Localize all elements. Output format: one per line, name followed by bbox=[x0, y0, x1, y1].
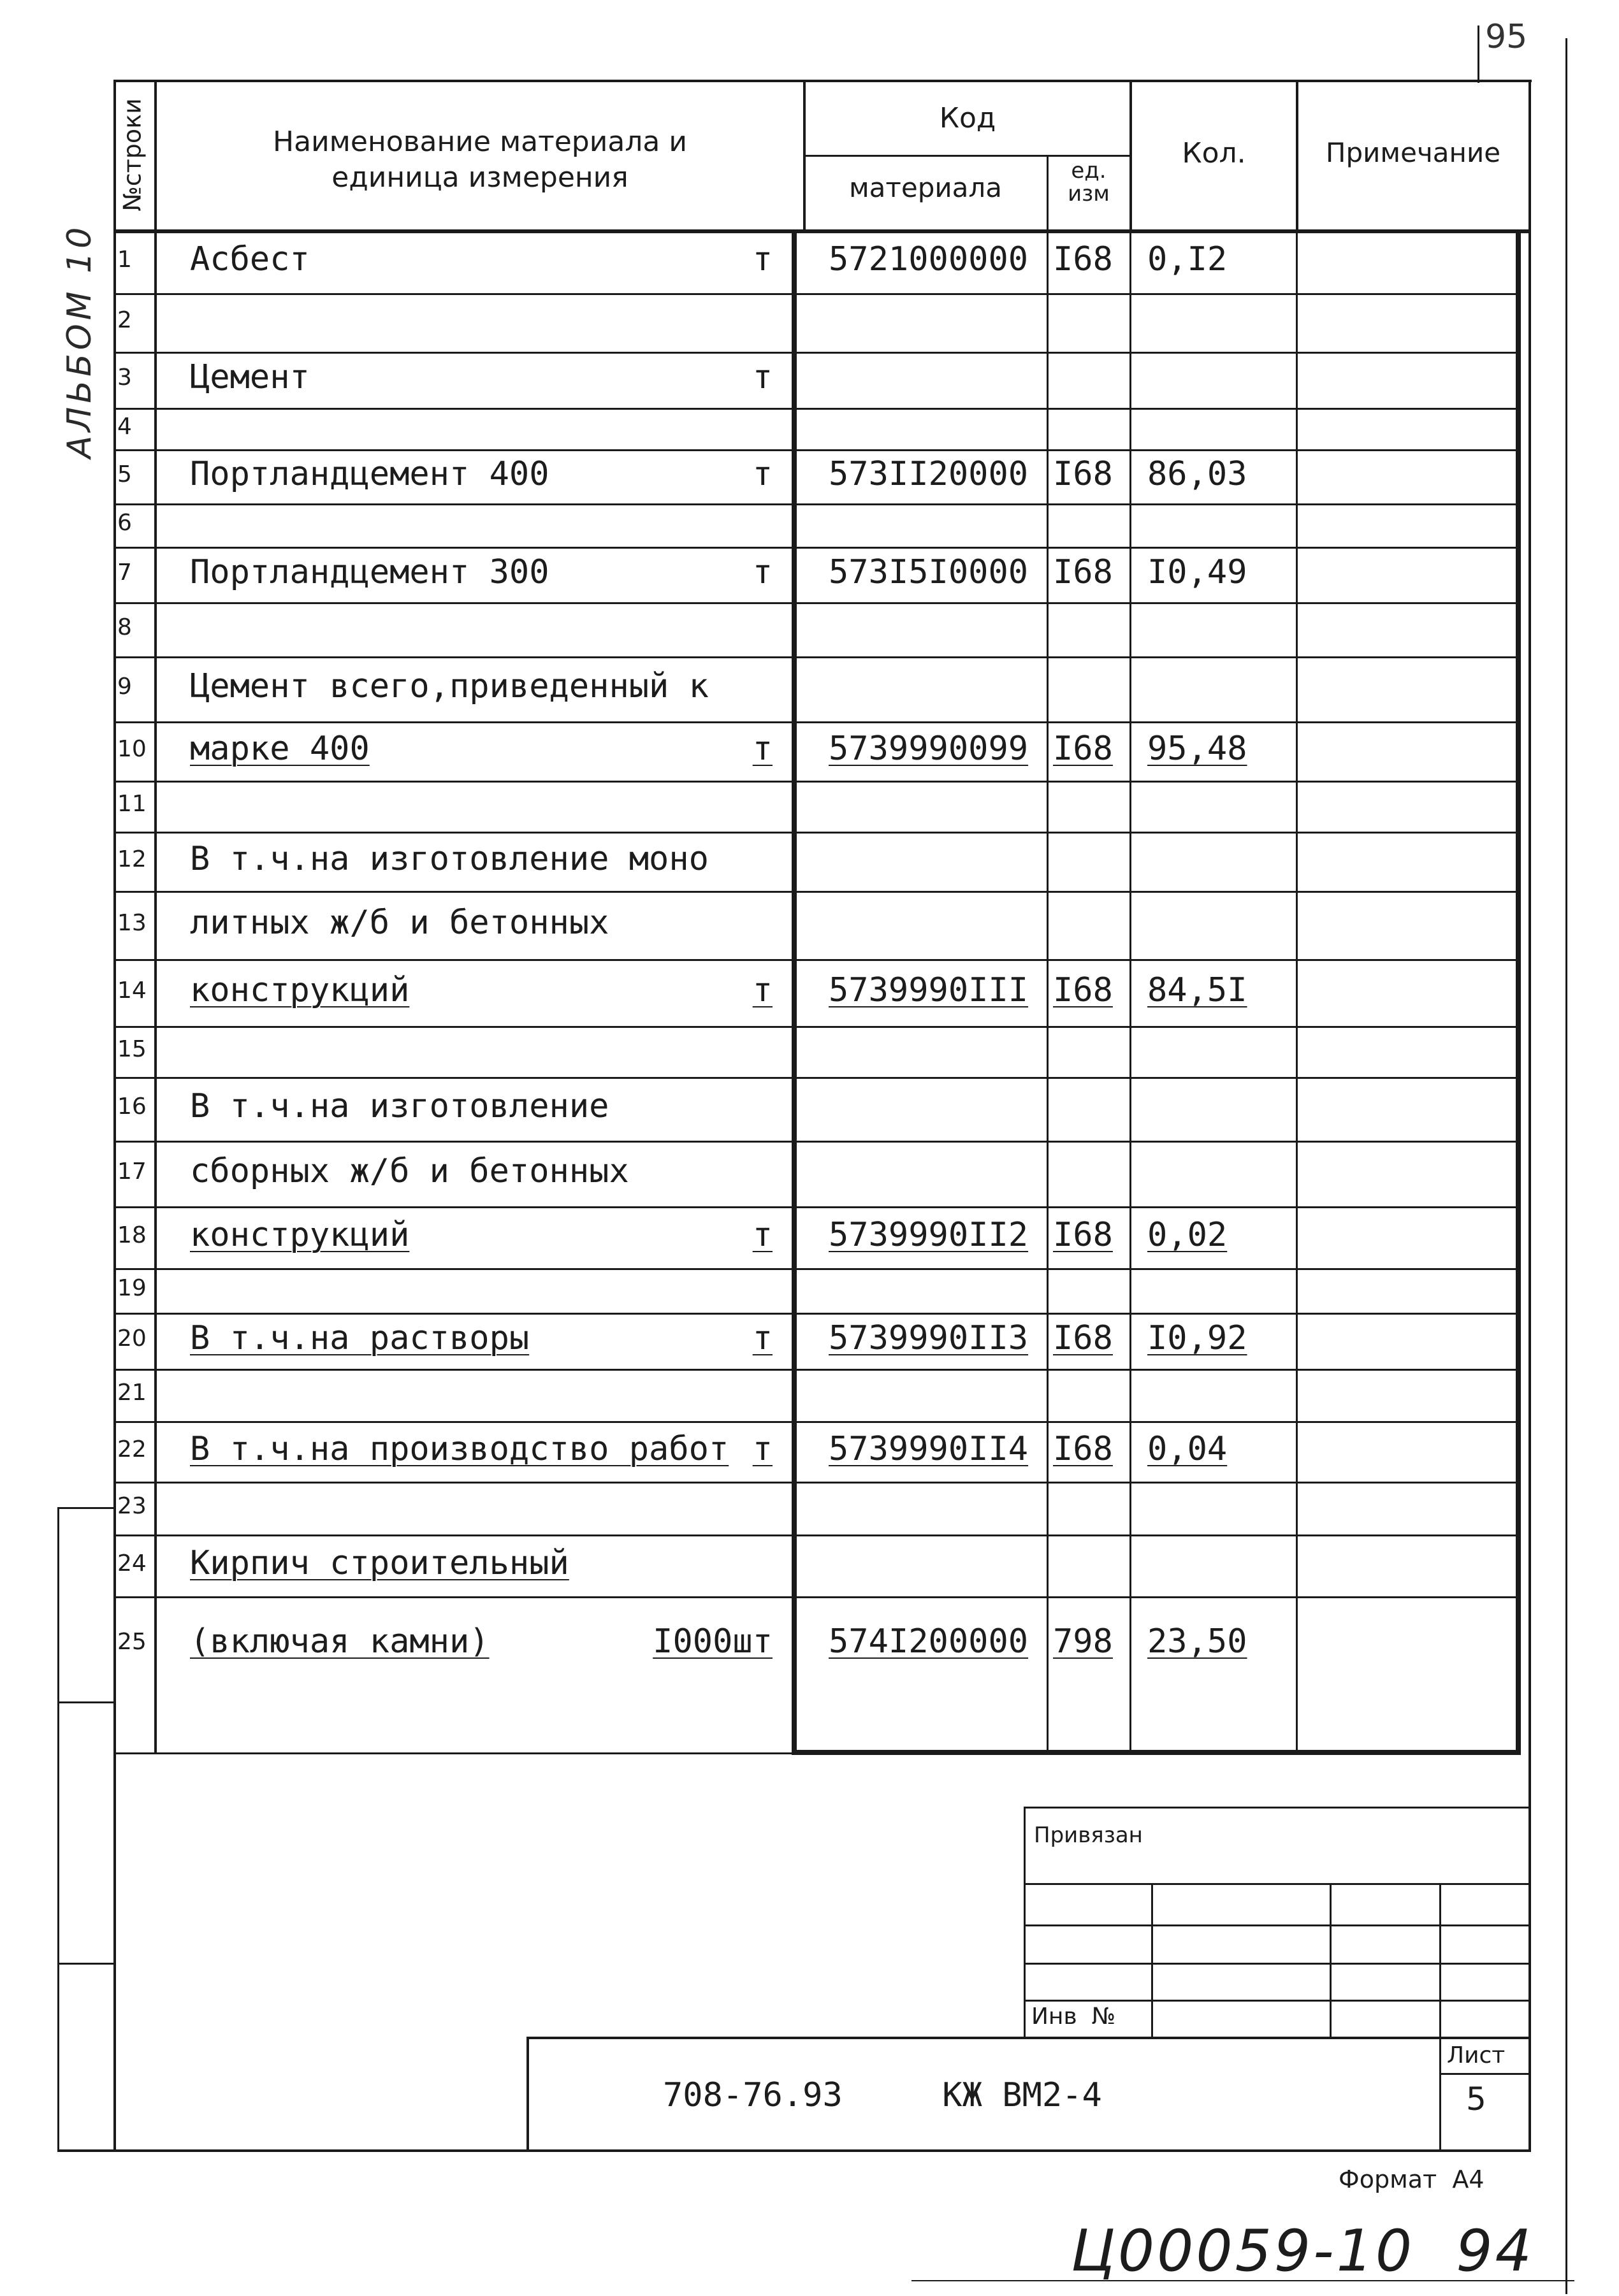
cell-name: марке 400 bbox=[190, 729, 370, 768]
format-label: Формат А4 bbox=[1339, 2165, 1485, 2193]
row-separator bbox=[116, 503, 1518, 505]
inv-label: Инв № bbox=[1031, 2004, 1116, 2030]
row-number: 3 bbox=[117, 365, 132, 391]
row-number: 22 bbox=[117, 1436, 147, 1462]
row-separator bbox=[116, 1141, 1518, 1143]
cell-name: Цемент bbox=[190, 358, 310, 396]
cell-qty: I0,92 bbox=[1147, 1319, 1247, 1357]
row-separator bbox=[116, 1596, 1518, 1598]
unit-code-header: ед. изм bbox=[1068, 158, 1110, 206]
code-header: Код bbox=[939, 102, 996, 134]
row-number: 20 bbox=[117, 1325, 147, 1352]
row-separator bbox=[116, 1206, 1518, 1208]
cell-name: В т.ч.на изготовление bbox=[190, 1087, 609, 1125]
row-number: 9 bbox=[117, 674, 132, 700]
row-number: 11 bbox=[117, 791, 147, 817]
cell-ucode: I68 bbox=[1053, 1319, 1113, 1357]
row-number: 4 bbox=[117, 413, 132, 440]
album-stamp: АЛЬБОМ 10 bbox=[61, 223, 99, 459]
cell-unit: т bbox=[752, 358, 773, 396]
name-header: Наименование материала и единица измерения bbox=[273, 126, 687, 194]
row-separator bbox=[116, 293, 1518, 295]
archive-number: Ц00059-10 94 bbox=[1071, 2218, 1534, 2285]
row-number: 21 bbox=[117, 1380, 147, 1406]
row-number: 18 bbox=[117, 1222, 147, 1248]
cell-unit: т bbox=[752, 1215, 773, 1254]
row-number: 10 bbox=[117, 735, 147, 762]
row-separator bbox=[116, 656, 1518, 658]
cell-qty: 0,04 bbox=[1147, 1429, 1228, 1468]
cell-qty: 0,02 bbox=[1147, 1215, 1228, 1254]
cell-ucode: I68 bbox=[1053, 454, 1113, 493]
row-separator bbox=[116, 1534, 1518, 1536]
row-separator bbox=[116, 408, 1518, 410]
cell-name: (включая камни) bbox=[190, 1622, 490, 1661]
row-number: 14 bbox=[117, 977, 147, 1004]
row-separator bbox=[116, 891, 1518, 893]
cell-name: В т.ч.на изготовление моно bbox=[190, 839, 709, 878]
row-number: 8 bbox=[117, 614, 132, 640]
cell-qty: 0,I2 bbox=[1147, 240, 1228, 278]
row-separator bbox=[116, 352, 1518, 354]
cell-name: конструкций bbox=[190, 1215, 410, 1254]
row-separator bbox=[116, 1482, 1518, 1484]
row-number: 25 bbox=[117, 1629, 147, 1655]
cell-unit: т bbox=[752, 240, 773, 278]
cell-qty: I0,49 bbox=[1147, 552, 1247, 591]
bound-label: Привязан bbox=[1034, 1823, 1143, 1848]
row-number: 6 bbox=[117, 510, 132, 536]
page-number: 95 bbox=[1485, 18, 1528, 56]
row-number: 16 bbox=[117, 1094, 147, 1120]
cell-ucode: I68 bbox=[1053, 552, 1113, 591]
sheet-number: 5 bbox=[1466, 2081, 1486, 2118]
row-separator bbox=[116, 1026, 1518, 1028]
row-number: 24 bbox=[117, 1550, 147, 1577]
row-separator bbox=[116, 1268, 1518, 1270]
cell-ucode: I68 bbox=[1053, 240, 1113, 278]
row-separator bbox=[116, 959, 1518, 961]
cell-ucode: I68 bbox=[1053, 1429, 1113, 1468]
sheet-label: Лист bbox=[1447, 2042, 1506, 2069]
qty-header: Кол. bbox=[1182, 137, 1246, 170]
row-number: 19 bbox=[117, 1275, 147, 1301]
cell-name: сборных ж/б и бетонных bbox=[190, 1152, 629, 1190]
cell-code: 5739990099 bbox=[829, 729, 1029, 768]
row-number: 17 bbox=[117, 1158, 147, 1185]
cell-ucode: I68 bbox=[1053, 971, 1113, 1009]
cell-unit: т bbox=[752, 729, 773, 768]
row-separator bbox=[116, 1077, 1518, 1079]
row-separator bbox=[116, 721, 1518, 723]
row-separator bbox=[116, 832, 1518, 834]
row-separator bbox=[116, 781, 1518, 783]
row-number: 1 bbox=[117, 247, 132, 273]
cell-unit: т bbox=[752, 971, 773, 1009]
cell-unit: т bbox=[752, 1319, 773, 1357]
cell-unit: т bbox=[752, 1429, 773, 1468]
row-separator bbox=[116, 547, 1518, 549]
row-number: 2 bbox=[117, 307, 132, 333]
cell-code: 5739990II3 bbox=[829, 1319, 1029, 1357]
cell-code: 5739990II2 bbox=[829, 1215, 1029, 1254]
row-separator bbox=[116, 602, 1518, 604]
material-code-header: материала bbox=[848, 172, 1002, 203]
cell-name: конструкций bbox=[190, 971, 410, 1009]
cell-unit: I000шт bbox=[653, 1622, 773, 1661]
cell-qty: 23,50 bbox=[1147, 1622, 1247, 1661]
cell-name: Портландцемент 400 bbox=[190, 454, 549, 493]
row-number: 13 bbox=[117, 909, 147, 936]
cell-name: литных ж/б и бетонных bbox=[190, 903, 609, 942]
cell-name: Кирпич строительный bbox=[190, 1543, 569, 1582]
cell-name: Цемент всего,приведенный к bbox=[190, 667, 709, 705]
cell-code: 573I5I0000 bbox=[829, 552, 1029, 591]
row-number: 23 bbox=[117, 1492, 147, 1519]
cell-code: 574I200000 bbox=[829, 1622, 1029, 1661]
row-number: 12 bbox=[117, 846, 147, 872]
cell-code: 5739990II4 bbox=[829, 1429, 1029, 1468]
cell-code: 573II20000 bbox=[829, 454, 1029, 493]
row-separator bbox=[116, 1313, 1518, 1315]
row-separator bbox=[116, 449, 1518, 451]
cell-qty: 86,03 bbox=[1147, 454, 1247, 493]
cell-code: 5739990III bbox=[829, 971, 1029, 1009]
cell-ucode: I68 bbox=[1053, 1215, 1113, 1254]
row-number: 7 bbox=[117, 559, 132, 586]
cell-unit: т bbox=[752, 552, 773, 591]
cell-ucode: I68 bbox=[1053, 729, 1113, 768]
cell-name: В т.ч.на растворы bbox=[190, 1319, 530, 1357]
cell-name: Асбест bbox=[190, 240, 310, 278]
note-header: Примечание bbox=[1325, 137, 1501, 168]
cell-qty: 95,48 bbox=[1147, 729, 1247, 768]
row-number: 15 bbox=[117, 1036, 147, 1062]
cell-name: В т.ч.на производство работ bbox=[190, 1429, 729, 1468]
row-separator bbox=[116, 1421, 1518, 1423]
cell-name: Портландцемент 300 bbox=[190, 552, 549, 591]
cell-code: 5721000000 bbox=[829, 240, 1029, 278]
row-number: 5 bbox=[117, 461, 132, 487]
cell-unit: т bbox=[752, 454, 773, 493]
row-number-header: №строки bbox=[118, 98, 147, 212]
document-code: 708-76.93 КЖ ВМ2-4 bbox=[663, 2076, 1102, 2114]
row-separator bbox=[116, 1369, 1518, 1371]
cell-ucode: 798 bbox=[1053, 1622, 1113, 1661]
cell-qty: 84,5I bbox=[1147, 971, 1247, 1009]
